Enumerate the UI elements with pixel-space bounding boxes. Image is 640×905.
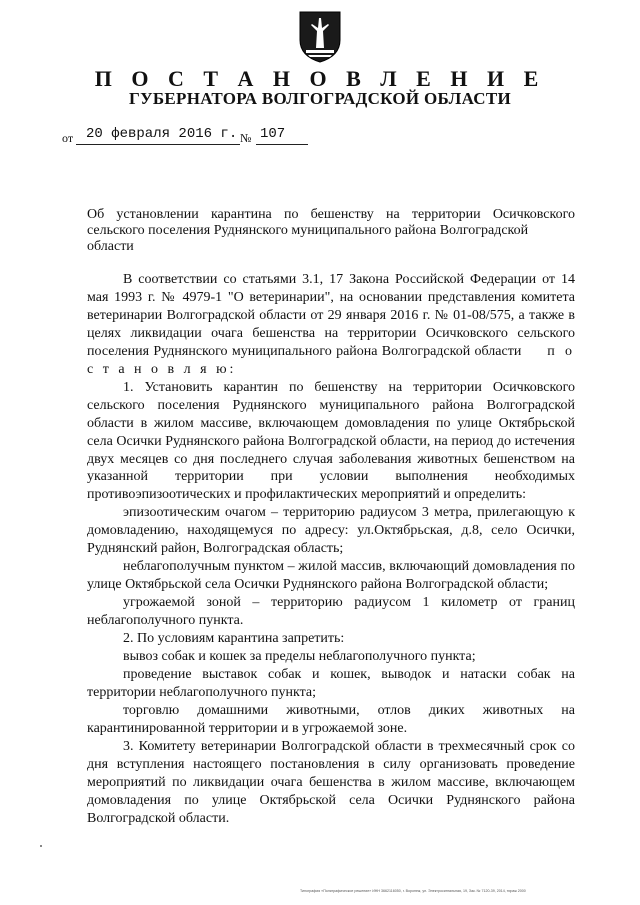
subject-line-2: сельского поселения Руднянского муниципального района Волгоградской области	[87, 223, 529, 254]
document-body	[87, 271, 575, 828]
number-underline	[256, 144, 308, 145]
date-label: от	[62, 131, 74, 145]
coat-of-arms-icon	[298, 10, 342, 64]
preamble-text: В соответствии со статьями 3.1, 17 Закона Российской Федерации от 14 мая 1993 г. № 4979-1 "О ветеринарии", на основании представления комитета ветеринарии Волгоградской области от 29 января 2016 г. № 01-08/575, а также в целях ликвидации очага бешенства на территории Осичковского сельского поселения Руднянского муниципального района Волгоградской области	[87, 272, 575, 359]
clause-1-focus: эпизоотическим очагом – территорию радиусом 3 метра, прилегающую к домовладению, находящемуся по адресу: ул.Октябрьская, д.8, село Осички, Руднянский район, Волгоградская область;	[87, 505, 575, 557]
document-date: 20 февраля 2016 г.	[86, 126, 238, 142]
clause-2-item-3: торговлю домашними животными, отлов диких животных на карантинированной территории и в угрожаемой зоне.	[87, 702, 575, 736]
document-subtitle: ГУБЕРНАТОРА ВОЛГОГРАДСКОЙ ОБЛАСТИ	[128, 89, 512, 108]
clause-1: 1. Установить карантин по бешенству на территории Осичковского сельского поселения Руднянского муниципального района Волгоградской области в жилом массиве, включающем домовладения по улице Октябрьской села Осички Руднянского района Волгоградской области, на период до истечения двух месяцев со дня последнего случая заболевания животных бешенством на указанной территории при условии выполнения необходимых противоэпизоотических и профилактических мероприятий и определить:	[87, 379, 575, 503]
scan-dot	[40, 845, 42, 847]
date-underline	[76, 144, 240, 145]
resolve-word: п о с т а н о в л я ю:	[87, 343, 575, 377]
clause-2-item-1: вывоз собак и кошек за пределы неблагополучного пункта;	[123, 649, 476, 665]
subject-line-1: Об установлении карантина по бешенству на территории Осичковского	[87, 207, 575, 222]
clause-3: 3. Комитету ветеринарии Волгоградской области в трехмесячный срок со дня вступления настоящего постановления в силу организовать проведение мероприятий по ликвидации очага бешенства в жилом массиве, включающем домовладения по улице Октябрьской села Осички Руднянского района Волгоградской области.	[87, 738, 575, 826]
clause-1-unfavorable-point: неблагополучным пунктом – жилой массив, включающий домовладения по улице Октябрьской села Осички Руднянского района Волгоградской области;	[87, 559, 575, 593]
clause-2-item-2: проведение выставок собак и кошек, выводок и натаски собак на территории неблагополучного пункта;	[87, 666, 575, 700]
document-number: 107	[260, 126, 286, 142]
number-label: №	[240, 131, 252, 145]
printer-footer: Типография «Полиграфическое решение» ИНН 3662116050, г. Воронеж, ул. Электросигнальная, 19, Зак. № 7120-39, 2014, тираж 2000	[300, 889, 526, 893]
document-title: П О С Т А Н О В Л Е Н И Е	[94, 66, 546, 91]
document-subject	[87, 207, 575, 255]
clause-1-threatened-zone: угрожаемой зоной – территорию радиусом 1 километр от границ неблагополучного пункта.	[87, 595, 575, 629]
preamble-paragraph	[87, 271, 575, 379]
date-number-line	[62, 126, 362, 148]
clause-2: 2. По условиям карантина запретить:	[123, 631, 345, 647]
